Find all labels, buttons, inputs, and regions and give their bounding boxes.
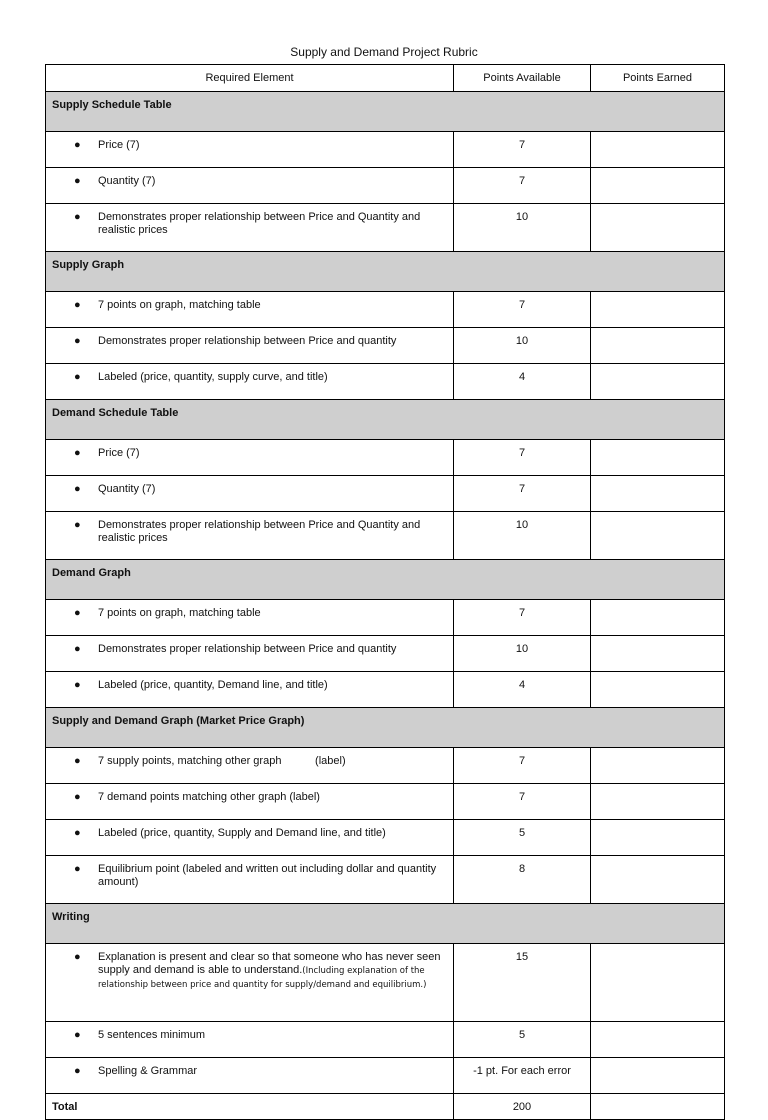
- points-available-cell: 7: [454, 476, 591, 512]
- item-text: Price (7): [98, 139, 140, 151]
- item-text: Spelling & Grammar: [98, 1065, 198, 1077]
- section-row: [46, 400, 725, 440]
- item-text: Price (7): [98, 447, 140, 459]
- points-available-cell: 7: [454, 168, 591, 204]
- points-available-cell: 10: [454, 512, 591, 560]
- required-element-text: [98, 175, 445, 188]
- required-element-cell: [46, 168, 454, 204]
- rubric-item-row: [46, 364, 725, 400]
- rubric-item-row: [46, 1022, 725, 1058]
- total-row: [46, 1094, 725, 1120]
- required-element-text: [98, 211, 445, 237]
- section-title: Writing: [46, 904, 725, 944]
- required-element-text: [98, 483, 445, 496]
- points-earned-cell[interactable]: [591, 328, 725, 364]
- bullet-icon: ●: [74, 139, 81, 151]
- required-element-cell: [46, 636, 454, 672]
- required-element-text: [98, 755, 445, 768]
- required-element-text: [98, 1029, 445, 1042]
- required-element-cell: [46, 748, 454, 784]
- item-text: 7 demand points matching other graph (label): [98, 791, 320, 803]
- item-text: 7 supply points, matching other graph (label): [98, 755, 346, 767]
- bullet-icon: ●: [74, 371, 81, 383]
- header-points-available: Points Available: [454, 65, 591, 92]
- item-text: Labeled (price, quantity, Demand line, and title): [98, 679, 328, 691]
- bullet-icon: ●: [74, 951, 81, 963]
- required-element-cell: [46, 364, 454, 400]
- total-points: 200: [454, 1094, 591, 1120]
- rubric-item-row: [46, 476, 725, 512]
- required-element-text: [98, 827, 445, 840]
- required-element-cell: [46, 1022, 454, 1058]
- rubric-item-row: [46, 292, 725, 328]
- points-earned-cell[interactable]: [591, 784, 725, 820]
- required-element-text: [98, 951, 445, 992]
- total-earned-cell[interactable]: [591, 1094, 725, 1120]
- required-element-cell: [46, 328, 454, 364]
- required-element-cell: [46, 512, 454, 560]
- points-earned-cell[interactable]: [591, 748, 725, 784]
- item-text: Labeled (price, quantity, Supply and Demand line, and title): [98, 827, 386, 839]
- section-row: [46, 904, 725, 944]
- required-element-cell: [46, 856, 454, 904]
- rubric-item-row: [46, 784, 725, 820]
- bullet-icon: ●: [74, 483, 81, 495]
- points-earned-cell[interactable]: [591, 476, 725, 512]
- bullet-icon: ●: [74, 335, 81, 347]
- item-text: 5 sentences minimum: [98, 1029, 205, 1041]
- points-available-cell: 7: [454, 600, 591, 636]
- points-earned-cell[interactable]: [591, 292, 725, 328]
- item-text: Demonstrates proper relationship between Price and Quantity and realistic prices: [98, 211, 424, 236]
- rubric-item-row: [46, 440, 725, 476]
- rubric-item-row: [46, 748, 725, 784]
- bullet-icon: ●: [74, 1029, 81, 1041]
- points-earned-cell[interactable]: [591, 132, 725, 168]
- rubric-item-row: [46, 636, 725, 672]
- bullet-icon: ●: [74, 447, 81, 459]
- required-element-text: [98, 371, 445, 384]
- bullet-icon: ●: [74, 643, 81, 655]
- points-earned-cell[interactable]: [591, 672, 725, 708]
- required-element-cell: [46, 784, 454, 820]
- points-available-cell: 4: [454, 672, 591, 708]
- points-available-cell: 10: [454, 636, 591, 672]
- section-row: [46, 252, 725, 292]
- section-title: Supply Graph: [46, 252, 725, 292]
- header-required-element: Required Element: [46, 65, 454, 92]
- points-available-cell: 5: [454, 820, 591, 856]
- points-earned-cell[interactable]: [591, 600, 725, 636]
- header-points-earned: Points Earned: [591, 65, 725, 92]
- rubric-item-row: [46, 512, 725, 560]
- required-element-cell: [46, 820, 454, 856]
- section-title: Demand Schedule Table: [46, 400, 725, 440]
- bullet-icon: ●: [74, 1065, 81, 1077]
- points-earned-cell[interactable]: [591, 204, 725, 252]
- rubric-item-row: [46, 204, 725, 252]
- required-element-text: [98, 299, 445, 312]
- rubric-item-row: [46, 1058, 725, 1094]
- required-element-text: [98, 679, 445, 692]
- rubric-body: [46, 65, 725, 1120]
- item-text: Demonstrates proper relationship between Price and quantity: [98, 335, 397, 347]
- points-available-cell: 7: [454, 132, 591, 168]
- item-text: Equilibrium point (labeled and written out including dollar and quantity amount): [98, 863, 440, 888]
- section-row: [46, 708, 725, 748]
- points-earned-cell[interactable]: [591, 944, 725, 1022]
- rubric-item-row: [46, 944, 725, 1022]
- item-text: Explanation is present and clear so that someone who has never seen supply and demand is able to understand.: [98, 951, 444, 976]
- rubric-item-row: [46, 328, 725, 364]
- required-element-cell: [46, 292, 454, 328]
- section-title: Supply and Demand Graph (Market Price Graph): [46, 708, 725, 748]
- section-title: Demand Graph: [46, 560, 725, 600]
- points-earned-cell[interactable]: [591, 1058, 725, 1094]
- points-available-cell: 5: [454, 1022, 591, 1058]
- required-element-cell: [46, 944, 454, 1022]
- bullet-icon: ●: [74, 607, 81, 619]
- points-available-cell: -1 pt. For each error: [454, 1058, 591, 1094]
- required-element-cell: [46, 476, 454, 512]
- required-element-cell: [46, 672, 454, 708]
- required-element-text: [98, 139, 445, 152]
- item-note: (Including explanation of the relationship between price and quantity for supply/demand and equilibrium.): [98, 966, 427, 990]
- bullet-icon: ●: [74, 827, 81, 839]
- item-text: 7 points on graph, matching table: [98, 607, 261, 619]
- page-title: Supply and Demand Project Rubric: [290, 45, 478, 59]
- points-earned-cell[interactable]: [591, 856, 725, 904]
- bullet-icon: ●: [74, 175, 81, 187]
- points-available-cell: 8: [454, 856, 591, 904]
- rubric-item-row: [46, 672, 725, 708]
- item-text: 7 points on graph, matching table: [98, 299, 261, 311]
- points-available-cell: 15: [454, 944, 591, 1022]
- required-element-text: [98, 791, 445, 804]
- header-row: [46, 65, 725, 92]
- total-label: Total: [46, 1094, 454, 1120]
- points-available-cell: 7: [454, 784, 591, 820]
- required-element-text: [98, 1065, 445, 1078]
- bullet-icon: ●: [74, 791, 81, 803]
- required-element-text: [98, 643, 445, 656]
- points-earned-cell[interactable]: [591, 820, 725, 856]
- required-element-cell: [46, 204, 454, 252]
- required-element-cell: [46, 440, 454, 476]
- points-earned-cell[interactable]: [591, 364, 725, 400]
- bullet-icon: ●: [74, 679, 81, 691]
- bullet-icon: ●: [74, 299, 81, 311]
- points-available-cell: 10: [454, 204, 591, 252]
- required-element-text: [98, 519, 445, 545]
- rubric-item-row: [46, 132, 725, 168]
- rubric-table: [45, 64, 725, 1120]
- required-element-text: [98, 447, 445, 460]
- points-available-cell: 10: [454, 328, 591, 364]
- rubric-item-row: [46, 600, 725, 636]
- required-element-text: [98, 863, 445, 889]
- rubric-item-row: [46, 856, 725, 904]
- section-title: Supply Schedule Table: [46, 92, 725, 132]
- points-available-cell: 7: [454, 748, 591, 784]
- bullet-icon: ●: [74, 519, 81, 531]
- item-text: Quantity (7): [98, 175, 156, 187]
- bullet-icon: ●: [74, 755, 81, 767]
- bullet-icon: ●: [74, 211, 81, 223]
- required-element-text: [98, 335, 445, 348]
- item-text: Labeled (price, quantity, supply curve, and title): [98, 371, 328, 383]
- bullet-icon: ●: [74, 863, 81, 875]
- section-row: [46, 92, 725, 132]
- points-available-cell: 7: [454, 292, 591, 328]
- points-available-cell: 4: [454, 364, 591, 400]
- points-earned-cell[interactable]: [591, 636, 725, 672]
- points-earned-cell[interactable]: [591, 1022, 725, 1058]
- points-earned-cell[interactable]: [591, 512, 725, 560]
- required-element-text: [98, 607, 445, 620]
- points-available-cell: 7: [454, 440, 591, 476]
- required-element-cell: [46, 1058, 454, 1094]
- points-earned-cell[interactable]: [591, 440, 725, 476]
- item-text: Demonstrates proper relationship between Price and quantity: [98, 643, 397, 655]
- required-element-cell: [46, 600, 454, 636]
- rubric-item-row: [46, 168, 725, 204]
- section-row: [46, 560, 725, 600]
- item-text: Demonstrates proper relationship between Price and Quantity and realistic prices: [98, 519, 424, 544]
- required-element-cell: [46, 132, 454, 168]
- points-earned-cell[interactable]: [591, 168, 725, 204]
- rubric-item-row: [46, 820, 725, 856]
- item-text: Quantity (7): [98, 483, 156, 495]
